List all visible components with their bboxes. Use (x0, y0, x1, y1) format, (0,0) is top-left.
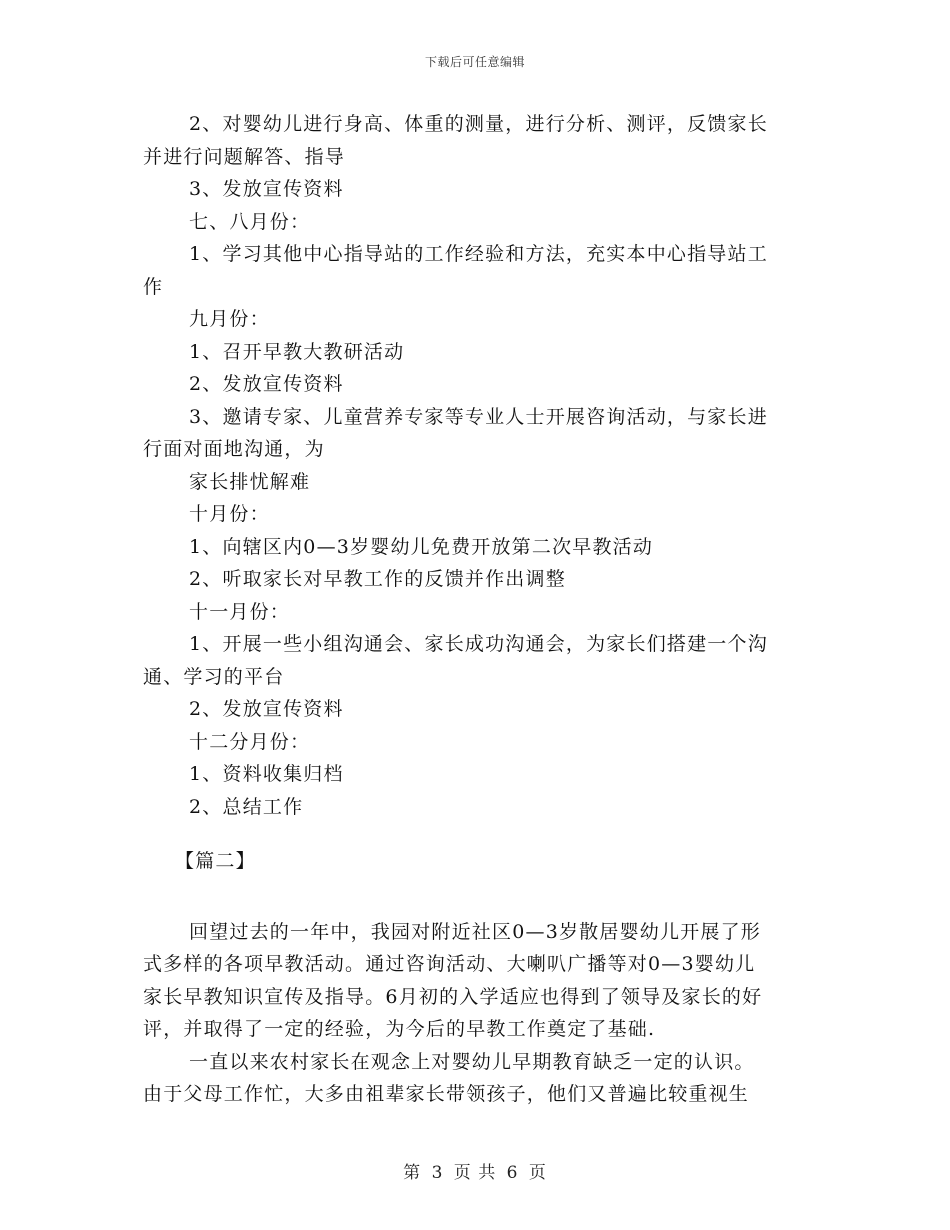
text-line: 并进行问题解答、指导 (143, 145, 346, 168)
spacer (143, 823, 808, 845)
page-footer (0, 1158, 950, 1183)
footer-middle: 页 共 (453, 1163, 497, 1183)
text-line: 回望过去的一年中，我园对附近社区0—3岁散居婴幼儿开展了形 (189, 920, 761, 943)
text-line: 1、开展一些小组沟通会、家长成功沟通会，为家长们搭建一个沟 (189, 633, 768, 655)
section-title: 【篇二】 (175, 850, 256, 872)
plan-list (143, 108, 808, 823)
text-line: 十月份： (189, 503, 270, 525)
spacer (143, 878, 808, 916)
text-line: 通、学习的平台 (143, 665, 285, 688)
text-line: 家长排忧解难 (189, 470, 311, 493)
text-line: 九月份： (189, 308, 270, 330)
text-line: 2、听取家长对早教工作的反馈并作出调整 (189, 568, 566, 590)
text-line: 2、总结工作 (189, 795, 304, 818)
footer-prefix: 第 (403, 1163, 422, 1183)
text-line: 家长早教知识宣传及指导。6月初的入学适应也得到了领导及家长的好 (143, 985, 763, 1008)
text-line: 评，并取得了一定的经验，为今后的早教工作奠定了基础. (143, 1018, 656, 1040)
document-body (143, 108, 808, 1111)
text-line: 行面对面地沟通，为 (143, 438, 325, 460)
section-paragraphs (143, 916, 808, 1111)
text-line: 式多样的各项早教活动。通过咨询活动、大喇叭广播等对0—3婴幼儿 (143, 953, 756, 975)
text-line: 3、发放宣传资料 (189, 178, 344, 200)
text-line: 十一月份： (189, 600, 291, 623)
text-line: 2、对婴幼儿进行身高、体重的测量，进行分析、测评，反馈家长 (189, 113, 768, 135)
text-line: 1、学习其他中心指导站的工作经验和方法，充实本中心指导站工 (189, 243, 768, 265)
footer-total-pages: 6 (506, 1163, 519, 1183)
footer-page-number: 3 (431, 1163, 444, 1183)
page-header: 下载后可任意编辑 (424, 55, 525, 69)
text-line: 1、资料收集归档 (189, 763, 344, 785)
text-line: 1、召开早教大教研活动 (189, 340, 405, 363)
text-line: 十二分月份： (189, 730, 311, 753)
text-line: 一直以来农村家长在观念上对婴幼儿早期教育缺乏一定的认识。 (189, 1050, 755, 1073)
text-line: 2、发放宣传资料 (189, 373, 344, 395)
text-line: 七、八月份： (189, 210, 311, 233)
text-line: 3、邀请专家、儿童营养专家等专业人士开展咨询活动，与家长进 (189, 405, 768, 428)
text-line: 2、发放宣传资料 (189, 698, 344, 720)
footer-suffix: 页 (528, 1163, 547, 1183)
text-line: 作 (143, 275, 164, 298)
text-line: 由于父母工作忙，大多由祖辈家长带领孩子，他们又普遍比较重视生 (143, 1083, 750, 1105)
text-line: 1、向辖区内0—3岁婴幼儿免费开放第二次早教活动 (189, 535, 654, 558)
